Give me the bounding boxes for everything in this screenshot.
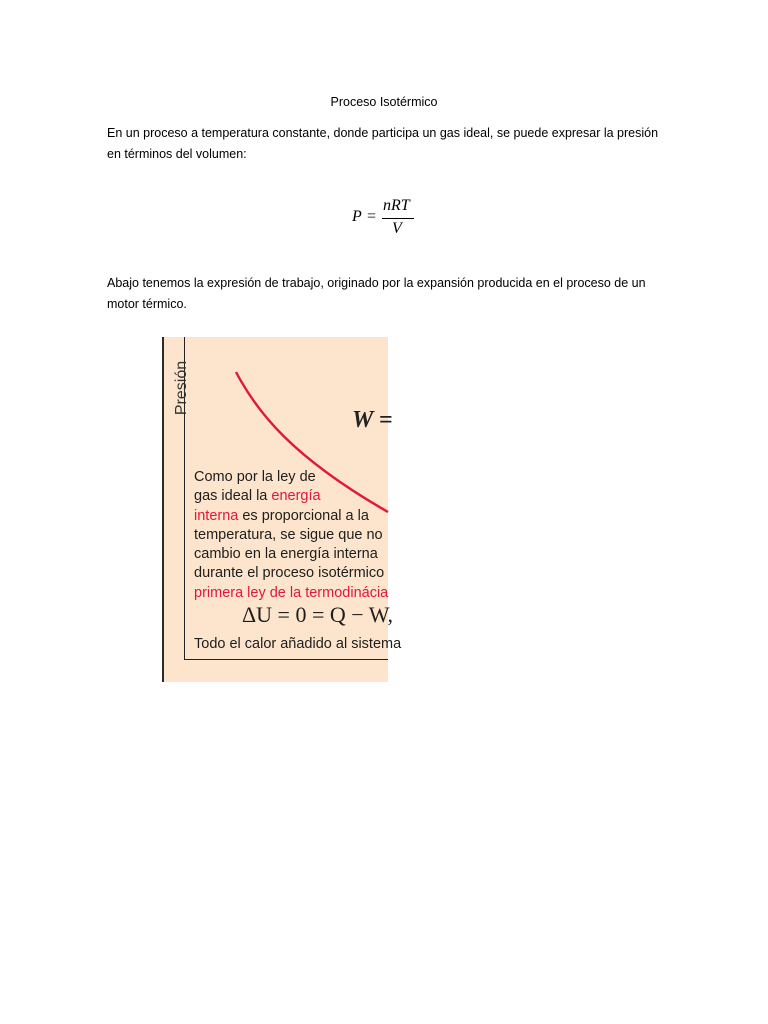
first-law-equation: ΔU = 0 = Q − W, xyxy=(242,602,393,627)
explanation-line xyxy=(194,487,454,506)
explanation-line xyxy=(194,468,454,487)
paragraph-work: Abajo tenemos la expresión de trabajo, originado por la expansión producida en el proceso de un motor térmico. xyxy=(107,276,646,311)
explanation-text: durante el proceso isotérmico xyxy=(194,565,385,582)
isothermal-figure xyxy=(162,337,402,682)
formula-denominator: V xyxy=(392,220,402,237)
figure-explanation xyxy=(194,468,454,603)
document-title: Proceso Isotérmico xyxy=(330,95,438,109)
explanation-text: gas ideal la xyxy=(194,488,272,505)
explanation-line xyxy=(194,545,454,564)
explanation-text: cambio en la energía interna xyxy=(194,546,378,563)
pressure-axis-label: Presión xyxy=(173,360,190,416)
explanation-text: Como por la ley de xyxy=(194,469,316,485)
explanation-text: es proporcional a la xyxy=(238,507,369,524)
explanation-line xyxy=(194,564,454,583)
explanation-line xyxy=(194,526,454,545)
explanation-line xyxy=(194,507,454,526)
fraction-bar xyxy=(382,218,414,219)
formula-equals: = xyxy=(367,208,377,225)
formula-numerator: nRT xyxy=(383,197,410,214)
highlighted-term: energía xyxy=(271,488,321,505)
figure-footer-text: Todo el calor añadido al sistema xyxy=(194,636,402,652)
formula-lhs: P xyxy=(352,208,362,225)
explanation-text: temperatura, se sigue que no xyxy=(194,526,383,543)
explanation-line xyxy=(194,584,454,603)
pressure-formula xyxy=(352,197,422,245)
paragraph-intro: En un proceso a temperatura constante, donde participa un gas ideal, se puede expresar la presión en términos del volumen: xyxy=(107,126,659,161)
highlighted-term: primera ley de la termodinácia xyxy=(194,584,389,601)
highlighted-term: interna xyxy=(194,507,239,524)
work-equation: W = xyxy=(352,407,393,433)
